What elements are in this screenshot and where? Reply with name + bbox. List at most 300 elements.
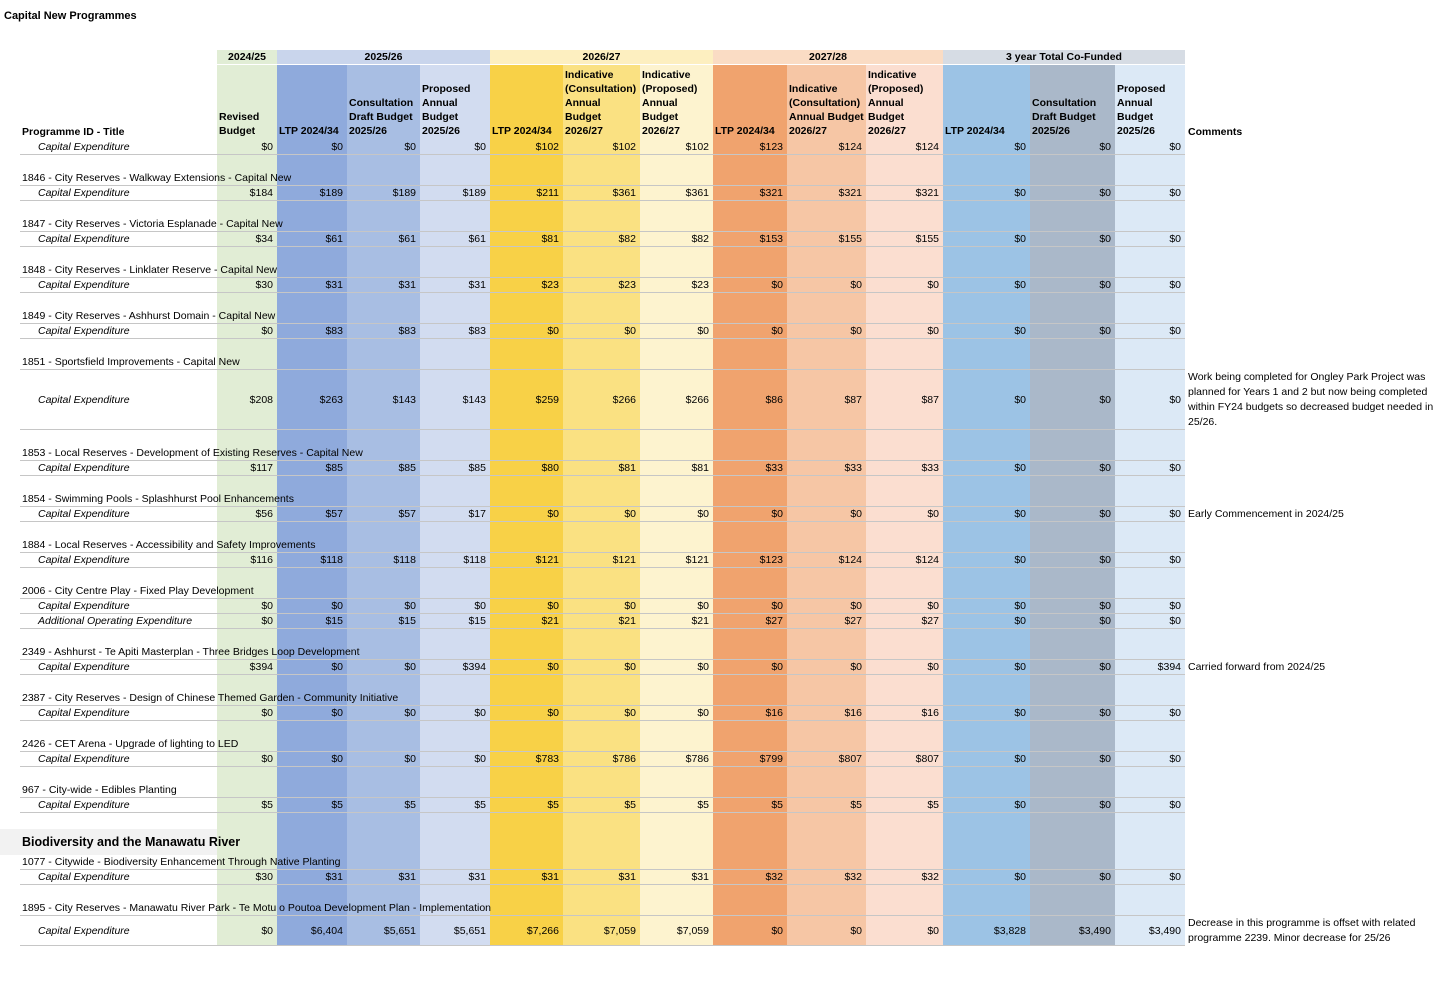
value-cell[interactable]: $85 xyxy=(468,462,486,474)
expenditure-label-cell[interactable]: Capital Expenditure xyxy=(38,462,130,474)
expenditure-row xyxy=(0,140,1435,155)
expenditure-label-cell[interactable]: Capital Expenditure xyxy=(38,600,130,612)
programme-title-row[interactable]: 2387 - City Reserves - Design of Chinese Themed Garden - Community Initiative xyxy=(0,691,1435,706)
value-cell[interactable]: $121 xyxy=(535,554,559,566)
value-cell[interactable]: $394 xyxy=(249,661,273,673)
value-cell[interactable]: $266 xyxy=(685,393,709,406)
value-cell[interactable]: $0 xyxy=(474,753,486,765)
value-cell[interactable]: $0 xyxy=(927,600,939,612)
value-cell[interactable]: $0 xyxy=(1169,187,1181,199)
value-cell[interactable]: $0 xyxy=(474,141,486,153)
value-cell[interactable]: $31 xyxy=(468,279,486,291)
programme-title-row[interactable]: 1849 - City Reserves - Ashhurst Domain - Capital New xyxy=(0,309,1435,324)
section-header-row[interactable]: Biodiversity and the Manawatu River xyxy=(0,829,1435,855)
value-cell[interactable]: $0 xyxy=(1169,600,1181,612)
value-cell[interactable]: $5,651 xyxy=(453,924,486,937)
column-header-cell[interactable]: LTP 2024/34 xyxy=(713,65,787,140)
value-cell[interactable]: $807 xyxy=(838,753,862,765)
year-group-cell[interactable]: 2025/26 xyxy=(277,50,490,65)
column-header-cell[interactable]: LTP 2024/34 xyxy=(943,65,1030,140)
value-cell[interactable]: $0 xyxy=(1014,187,1026,199)
value-cell[interactable]: $0 xyxy=(261,325,273,337)
value-cell[interactable]: $321 xyxy=(759,187,783,199)
value-cell[interactable]: $0 xyxy=(1099,508,1111,520)
value-cell[interactable]: $0 xyxy=(1014,233,1026,245)
value-cell[interactable]: $23 xyxy=(691,279,709,291)
value-cell[interactable]: $16 xyxy=(844,707,862,719)
value-cell[interactable]: $0 xyxy=(1099,871,1111,883)
value-cell[interactable]: $211 xyxy=(536,187,559,199)
value-cell[interactable]: $5 xyxy=(697,799,709,811)
value-cell[interactable]: $0 xyxy=(404,753,416,765)
expenditure-label-cell[interactable]: Capital Expenditure xyxy=(38,325,130,337)
value-cell[interactable]: $799 xyxy=(759,753,783,765)
expenditure-label-cell[interactable]: Capital Expenditure xyxy=(38,393,130,406)
value-cell[interactable]: $0 xyxy=(1014,325,1026,337)
value-cell[interactable]: $0 xyxy=(624,508,636,520)
expenditure-label-cell[interactable]: Capital Expenditure xyxy=(38,753,130,765)
value-cell[interactable]: $27 xyxy=(844,615,862,627)
value-cell[interactable]: $0 xyxy=(1169,325,1181,337)
value-cell[interactable]: $27 xyxy=(921,615,939,627)
value-cell[interactable]: $0 xyxy=(771,661,783,673)
value-cell[interactable]: $153 xyxy=(759,233,783,245)
year-group-cell[interactable]: 2026/27 xyxy=(490,50,713,65)
value-cell[interactable]: $3,490 xyxy=(1148,924,1181,937)
value-cell[interactable]: $0 xyxy=(1169,508,1181,520)
column-header-cell[interactable]: Indicative (Consultation) Annual Budget 2026/27 xyxy=(787,65,866,140)
value-cell[interactable]: $0 xyxy=(1169,279,1181,291)
spacer-row xyxy=(0,522,1435,538)
value-cell[interactable]: $0 xyxy=(1099,707,1111,719)
value-cell[interactable]: $61 xyxy=(398,233,416,245)
value-cell[interactable]: $0 xyxy=(331,661,343,673)
value-cell[interactable]: $0 xyxy=(624,600,636,612)
value-cell[interactable]: $81 xyxy=(618,462,636,474)
value-cell[interactable]: $5 xyxy=(850,799,862,811)
programme-id-title-header[interactable]: Programme ID - Title xyxy=(22,126,125,138)
value-cell[interactable]: $32 xyxy=(765,871,783,883)
programme-title-row[interactable]: 1853 - Local Reserves - Development of Existing Reserves - Capital New xyxy=(0,446,1435,461)
column-header-cell[interactable]: Proposed Annual Budget 2025/26 xyxy=(1115,65,1185,140)
value-cell[interactable]: $0 xyxy=(1169,233,1181,245)
comment-cell[interactable]: Decrease in this programme is offset with related programme 2239. Minor decrease for 25/26 xyxy=(1188,917,1416,944)
value-cell[interactable]: $0 xyxy=(1169,799,1181,811)
value-cell[interactable]: $0 xyxy=(547,661,559,673)
value-cell[interactable]: $121 xyxy=(685,554,709,566)
programme-title-row[interactable]: 2349 - Ashhurst - Te Apiti Masterplan - Three Bridges Loop Development xyxy=(0,645,1435,660)
value-cell[interactable]: $0 xyxy=(850,600,862,612)
value-cell[interactable]: $0 xyxy=(1014,661,1026,673)
value-cell[interactable]: $0 xyxy=(1014,554,1026,566)
value-cell[interactable]: $155 xyxy=(838,233,862,245)
value-cell[interactable]: $57 xyxy=(398,508,416,520)
value-cell[interactable]: $0 xyxy=(1014,508,1026,520)
expenditure-label-cell[interactable]: Capital Expenditure xyxy=(38,141,130,153)
programme-title-row[interactable]: 1895 - City Reserves - Manawatu River Park - Te Motu o Poutoa Development Plan - Implementation xyxy=(0,901,1435,916)
value-cell[interactable]: $0 xyxy=(1099,141,1111,153)
value-cell[interactable]: $118 xyxy=(393,554,416,566)
expenditure-row xyxy=(0,660,1435,675)
expenditure-label-cell[interactable]: Capital Expenditure xyxy=(38,799,130,811)
value-cell[interactable]: $0 xyxy=(1014,707,1026,719)
value-cell[interactable]: $56 xyxy=(255,508,273,520)
value-cell[interactable]: $5 xyxy=(771,799,783,811)
value-cell[interactable]: $3,828 xyxy=(993,924,1026,937)
value-cell[interactable]: $80 xyxy=(541,462,559,474)
value-cell[interactable]: $33 xyxy=(844,462,862,474)
value-cell[interactable]: $17 xyxy=(468,508,486,520)
value-cell[interactable]: $0 xyxy=(1099,462,1111,474)
programme-title-row[interactable]: 1884 - Local Reserves - Accessibility and Safety Improvements xyxy=(0,538,1435,553)
value-cell[interactable]: $361 xyxy=(685,187,709,199)
value-cell[interactable]: $0 xyxy=(850,924,862,937)
year-group-header-row xyxy=(0,50,1435,65)
value-cell[interactable]: $31 xyxy=(325,279,343,291)
value-cell[interactable]: $31 xyxy=(618,871,636,883)
column-header-cell[interactable]: Indicative (Consultation) Annual Budget 2026/27 xyxy=(563,65,640,140)
value-cell[interactable]: $34 xyxy=(255,233,273,245)
column-header-cell[interactable]: Proposed Annual Budget 2025/26 xyxy=(420,65,490,140)
value-cell[interactable]: $5 xyxy=(331,799,343,811)
value-cell[interactable]: $143 xyxy=(462,393,486,406)
value-cell[interactable]: $5 xyxy=(261,799,273,811)
value-cell[interactable]: $0 xyxy=(850,508,862,520)
value-cell[interactable]: $0 xyxy=(771,325,783,337)
value-cell[interactable]: $0 xyxy=(547,600,559,612)
spacer-row xyxy=(0,201,1435,217)
value-cell[interactable]: $807 xyxy=(915,753,939,765)
value-cell[interactable]: $0 xyxy=(697,661,709,673)
value-cell[interactable]: $31 xyxy=(325,871,343,883)
value-cell[interactable]: $0 xyxy=(624,661,636,673)
value-cell[interactable]: $0 xyxy=(1169,615,1181,627)
value-cell[interactable]: $0 xyxy=(927,661,939,673)
year-group-cell[interactable]: 2024/25 xyxy=(217,50,277,65)
column-header-cell[interactable]: LTP 2024/34 xyxy=(490,65,563,140)
value-cell[interactable]: $87 xyxy=(844,393,862,406)
value-cell[interactable]: $0 xyxy=(261,600,273,612)
expenditure-label-cell[interactable]: Capital Expenditure xyxy=(38,707,130,719)
spacer-row xyxy=(0,155,1435,171)
expenditure-row xyxy=(0,798,1435,813)
expenditure-label-cell[interactable]: Capital Expenditure xyxy=(38,279,130,291)
column-header-cell[interactable]: LTP 2024/34 xyxy=(277,65,347,140)
value-cell[interactable]: $0 xyxy=(1099,233,1111,245)
programme-title-row[interactable]: 1848 - City Reserves - Linklater Reserve - Capital New xyxy=(0,263,1435,278)
expenditure-label-cell[interactable]: Additional Operating Expenditure xyxy=(38,615,193,627)
value-cell[interactable]: $32 xyxy=(844,871,862,883)
year-group-cell[interactable]: 3 year Total Co-Funded xyxy=(943,50,1185,65)
expenditure-row xyxy=(0,370,1435,430)
value-cell[interactable]: $0 xyxy=(1099,600,1111,612)
value-cell[interactable]: $61 xyxy=(325,233,343,245)
value-cell[interactable]: $361 xyxy=(612,187,636,199)
value-cell[interactable]: $83 xyxy=(325,325,343,337)
programme-title-row[interactable]: 2426 - CET Arena - Upgrade of lighting to LED xyxy=(0,737,1435,752)
expenditure-row xyxy=(0,553,1435,568)
value-cell[interactable]: $155 xyxy=(915,233,939,245)
value-cell[interactable]: $0 xyxy=(771,600,783,612)
value-cell[interactable]: $0 xyxy=(474,707,486,719)
value-cell[interactable]: $5 xyxy=(927,799,939,811)
programme-title-row[interactable]: 967 - City-wide - Edibles Planting xyxy=(0,783,1435,798)
value-cell[interactable]: $0 xyxy=(261,924,273,937)
value-cell[interactable]: $83 xyxy=(398,325,416,337)
spacer-row xyxy=(0,339,1435,355)
value-cell[interactable]: $0 xyxy=(1014,799,1026,811)
value-cell[interactable]: $124 xyxy=(838,141,862,153)
value-cell[interactable]: $0 xyxy=(1169,707,1181,719)
value-cell[interactable]: $82 xyxy=(691,233,709,245)
value-cell[interactable]: $61 xyxy=(468,233,486,245)
value-cell[interactable]: $81 xyxy=(541,233,559,245)
value-cell[interactable]: $0 xyxy=(547,325,559,337)
value-cell[interactable]: $30 xyxy=(255,871,273,883)
value-cell[interactable]: $0 xyxy=(1099,393,1111,406)
value-cell[interactable]: $0 xyxy=(927,924,939,937)
value-cell[interactable]: $21 xyxy=(618,615,636,627)
value-cell[interactable]: $786 xyxy=(685,753,709,765)
value-cell[interactable]: $15 xyxy=(325,615,343,627)
value-cell[interactable]: $31 xyxy=(398,871,416,883)
value-cell[interactable]: $189 xyxy=(392,187,416,199)
expenditure-label-cell[interactable]: Capital Expenditure xyxy=(38,871,130,883)
expenditure-row xyxy=(0,278,1435,293)
value-cell[interactable]: $33 xyxy=(921,462,939,474)
value-cell[interactable]: $0 xyxy=(331,707,343,719)
value-cell[interactable]: $0 xyxy=(261,707,273,719)
value-cell[interactable]: $208 xyxy=(249,393,273,406)
programme-title-row[interactable]: 2006 - City Centre Play - Fixed Play Development xyxy=(0,584,1435,599)
value-cell[interactable]: $27 xyxy=(765,615,783,627)
expenditure-label-cell[interactable]: Capital Expenditure xyxy=(38,187,130,199)
value-cell[interactable]: $266 xyxy=(612,393,636,406)
value-cell[interactable]: $189 xyxy=(319,187,343,199)
value-cell[interactable]: $0 xyxy=(1169,462,1181,474)
value-cell[interactable]: $0 xyxy=(404,661,416,673)
value-cell[interactable]: $786 xyxy=(612,753,636,765)
value-cell[interactable]: $321 xyxy=(838,187,862,199)
value-cell[interactable]: $0 xyxy=(771,508,783,520)
value-cell[interactable]: $85 xyxy=(325,462,343,474)
value-cell[interactable]: $118 xyxy=(320,554,343,566)
value-cell[interactable]: $102 xyxy=(685,141,709,153)
value-cell[interactable]: $81 xyxy=(691,462,709,474)
spacer-row xyxy=(0,629,1435,645)
value-cell[interactable]: $0 xyxy=(1099,325,1111,337)
expenditure-label-cell[interactable]: Capital Expenditure xyxy=(38,233,130,245)
value-cell[interactable]: $263 xyxy=(319,393,343,406)
value-cell[interactable]: $3,490 xyxy=(1078,924,1111,937)
value-cell[interactable]: $5 xyxy=(547,799,559,811)
spacer-row xyxy=(0,675,1435,691)
value-cell[interactable]: $85 xyxy=(398,462,416,474)
value-cell[interactable]: $783 xyxy=(535,753,559,765)
value-cell[interactable]: $0 xyxy=(624,707,636,719)
value-cell[interactable]: $0 xyxy=(1014,600,1026,612)
value-cell[interactable]: $0 xyxy=(771,924,783,937)
value-cell[interactable]: $5 xyxy=(624,799,636,811)
programme-title-row[interactable]: 1847 - City Reserves - Victoria Esplanade - Capital New xyxy=(0,217,1435,232)
programme-title-row[interactable]: 1851 - Sportsfield Improvements - Capital New xyxy=(0,355,1435,370)
value-cell[interactable]: $0 xyxy=(1014,393,1026,406)
expenditure-row xyxy=(0,916,1435,946)
value-cell[interactable]: $0 xyxy=(404,600,416,612)
comments-header[interactable]: Comments xyxy=(1188,126,1243,138)
value-cell[interactable]: $118 xyxy=(463,554,486,566)
value-cell[interactable]: $0 xyxy=(624,325,636,337)
value-cell[interactable]: $0 xyxy=(1014,615,1026,627)
expenditure-label-cell[interactable]: Capital Expenditure xyxy=(38,554,130,566)
value-cell[interactable]: $117 xyxy=(250,462,273,474)
value-cell[interactable]: $102 xyxy=(535,141,559,153)
value-cell[interactable]: $0 xyxy=(1014,141,1026,153)
value-cell[interactable]: $0 xyxy=(1169,871,1181,883)
value-cell[interactable]: $0 xyxy=(547,707,559,719)
value-cell[interactable]: $5 xyxy=(474,799,486,811)
expenditure-row xyxy=(0,507,1435,522)
value-cell[interactable]: $0 xyxy=(1169,554,1181,566)
value-cell[interactable]: $0 xyxy=(850,279,862,291)
expenditure-row xyxy=(0,614,1435,629)
value-cell[interactable]: $87 xyxy=(921,393,939,406)
column-header-cell[interactable]: Consultation Draft Budget 2025/26 xyxy=(347,65,420,140)
value-cell[interactable]: $7,059 xyxy=(676,924,709,937)
value-cell[interactable]: $0 xyxy=(771,279,783,291)
expenditure-label-cell[interactable]: Capital Expenditure xyxy=(38,924,130,937)
value-cell[interactable]: $0 xyxy=(261,615,273,627)
value-cell[interactable]: $189 xyxy=(462,187,486,199)
value-cell[interactable]: $6,404 xyxy=(310,924,343,937)
value-cell[interactable]: $31 xyxy=(398,279,416,291)
programme-title-row[interactable]: 1854 - Swimming Pools - Splashhurst Pool Enhancements xyxy=(0,492,1435,507)
value-cell[interactable]: $33 xyxy=(765,462,783,474)
value-cell[interactable]: $0 xyxy=(331,600,343,612)
spacer-row xyxy=(0,721,1435,737)
value-cell[interactable]: $123 xyxy=(759,554,783,566)
value-cell[interactable]: $0 xyxy=(1099,661,1111,673)
value-cell[interactable]: $321 xyxy=(915,187,939,199)
value-cell[interactable]: $30 xyxy=(255,279,273,291)
value-cell[interactable]: $0 xyxy=(697,707,709,719)
value-cell[interactable]: $0 xyxy=(1169,393,1181,406)
value-cell[interactable]: $0 xyxy=(1169,753,1181,765)
value-cell[interactable]: $102 xyxy=(612,141,636,153)
value-cell[interactable]: $0 xyxy=(331,141,343,153)
column-header-cell[interactable]: Revised Budget xyxy=(217,65,277,140)
value-cell[interactable]: $0 xyxy=(1169,141,1181,153)
value-cell[interactable]: $0 xyxy=(1099,615,1111,627)
column-header-cell[interactable]: Indicative (Proposed) Annual Budget 2026/27 xyxy=(866,65,943,140)
spacer-row xyxy=(0,476,1435,492)
value-cell[interactable]: $116 xyxy=(250,554,273,566)
column-header-cell[interactable]: Indicative (Proposed) Annual Budget 2026/27 xyxy=(640,65,713,140)
value-cell[interactable]: $86 xyxy=(765,393,783,406)
programme-title-row[interactable]: 1846 - City Reserves - Walkway Extensions - Capital New xyxy=(0,171,1435,186)
value-cell[interactable]: $5,651 xyxy=(383,924,416,937)
value-cell[interactable]: $124 xyxy=(838,554,862,566)
value-cell[interactable]: $0 xyxy=(927,508,939,520)
value-cell[interactable]: $21 xyxy=(691,615,709,627)
comment-cell[interactable]: Early Commencement in 2024/25 xyxy=(1188,508,1344,520)
table-body xyxy=(0,140,1435,946)
value-cell[interactable]: $57 xyxy=(325,508,343,520)
value-cell[interactable]: $32 xyxy=(921,871,939,883)
value-cell[interactable]: $0 xyxy=(474,600,486,612)
value-cell[interactable]: $31 xyxy=(691,871,709,883)
value-cell[interactable]: $0 xyxy=(850,661,862,673)
value-cell[interactable]: $394 xyxy=(1157,661,1181,673)
value-cell[interactable]: $0 xyxy=(1014,753,1026,765)
value-cell[interactable]: $0 xyxy=(1099,554,1111,566)
value-cell[interactable]: $0 xyxy=(1099,753,1111,765)
value-cell[interactable]: $0 xyxy=(547,508,559,520)
year-group-cell[interactable]: 2027/28 xyxy=(713,50,943,65)
value-cell[interactable]: $0 xyxy=(1014,462,1026,474)
value-cell[interactable]: $21 xyxy=(541,615,559,627)
spacer-row xyxy=(0,293,1435,309)
value-cell[interactable]: $124 xyxy=(915,141,939,153)
value-cell[interactable]: $259 xyxy=(535,393,559,406)
value-cell[interactable]: $31 xyxy=(468,871,486,883)
value-cell[interactable]: $7,059 xyxy=(603,924,636,937)
value-cell[interactable]: $0 xyxy=(850,325,862,337)
comment-cell[interactable]: Carried forward from 2024/25 xyxy=(1188,661,1326,673)
value-cell[interactable]: $0 xyxy=(697,600,709,612)
value-cell[interactable]: $82 xyxy=(618,233,636,245)
expenditure-row xyxy=(0,461,1435,476)
value-cell[interactable]: $15 xyxy=(398,615,416,627)
value-cell[interactable]: $0 xyxy=(261,141,273,153)
value-cell[interactable]: $5 xyxy=(404,799,416,811)
value-cell[interactable]: $0 xyxy=(404,141,416,153)
expenditure-label-cell[interactable]: Capital Expenditure xyxy=(38,508,130,520)
value-cell[interactable]: $0 xyxy=(404,707,416,719)
value-cell[interactable]: $23 xyxy=(618,279,636,291)
value-cell[interactable]: $394 xyxy=(462,661,486,673)
value-cell[interactable]: $16 xyxy=(765,707,783,719)
value-cell[interactable]: $23 xyxy=(541,279,559,291)
value-cell[interactable]: $15 xyxy=(468,615,486,627)
value-cell[interactable]: $83 xyxy=(468,325,486,337)
value-cell[interactable]: $0 xyxy=(331,753,343,765)
value-cell[interactable]: $0 xyxy=(697,325,709,337)
value-cell[interactable]: $16 xyxy=(921,707,939,719)
value-cell[interactable]: $31 xyxy=(541,871,559,883)
value-cell[interactable]: $124 xyxy=(915,554,939,566)
value-cell[interactable]: $143 xyxy=(392,393,416,406)
value-cell[interactable]: $7,266 xyxy=(526,924,559,937)
programme-title-row[interactable]: 1077 - Citywide - Biodiversity Enhancement Through Native Planting xyxy=(0,855,1435,870)
value-cell[interactable]: $0 xyxy=(697,508,709,520)
value-cell[interactable]: $0 xyxy=(261,753,273,765)
value-cell[interactable]: $0 xyxy=(1099,799,1111,811)
value-cell[interactable]: $184 xyxy=(249,187,273,199)
value-cell[interactable]: $121 xyxy=(612,554,636,566)
value-cell[interactable]: $0 xyxy=(1099,279,1111,291)
value-cell[interactable]: $0 xyxy=(1014,279,1026,291)
comment-cell[interactable]: Work being completed for Ongley Park Project was planned for Years 1 and 2 but now being completed within FY24 budgets so decreased budget needed in 25/26. xyxy=(1188,371,1434,428)
value-cell[interactable]: $0 xyxy=(927,279,939,291)
value-cell[interactable]: $0 xyxy=(1099,187,1111,199)
expenditure-label-cell[interactable]: Capital Expenditure xyxy=(38,661,130,673)
value-cell[interactable]: $0 xyxy=(1014,871,1026,883)
spacer-row xyxy=(0,568,1435,584)
value-cell[interactable]: $0 xyxy=(927,325,939,337)
value-cell[interactable]: $123 xyxy=(759,141,783,153)
column-header-cell[interactable]: Consultation Draft Budget 2025/26 xyxy=(1030,65,1115,140)
